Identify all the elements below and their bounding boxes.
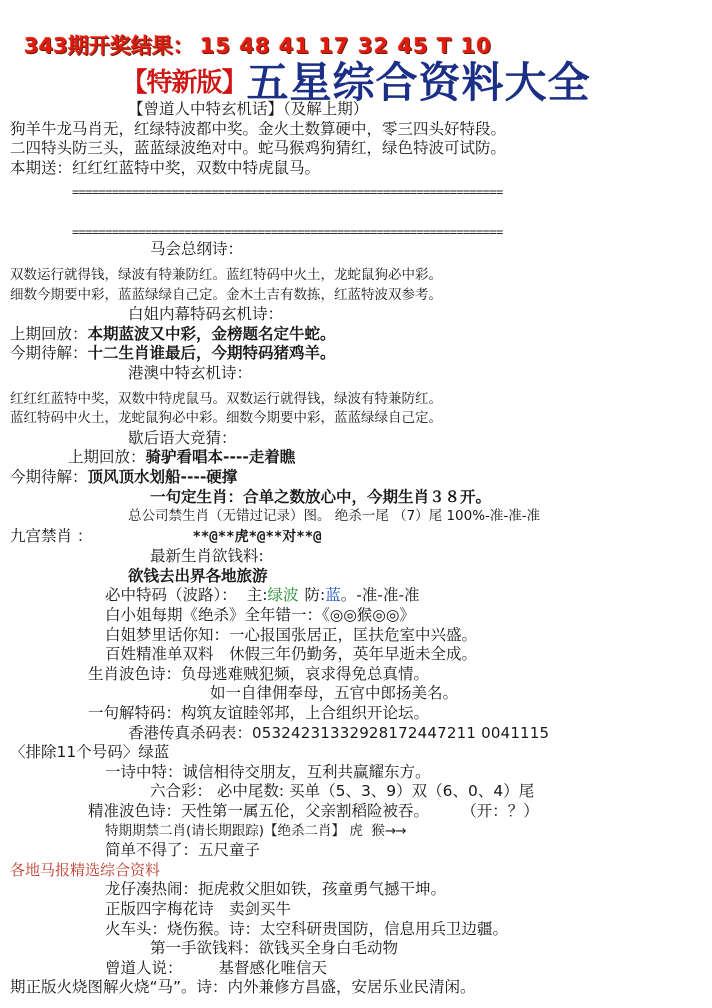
jiugong-pattern: **@**虎*@**对**@ [192, 528, 322, 545]
baijie-pending-text: 十二生肖谁最后，今期特码猪鸡羊。 [87, 344, 336, 363]
jingzhun-bose-text: 精准波色诗：天性第一属五伦，父亲割稻险被吞。 [88, 802, 430, 820]
bozhong-defend-value: 蓝 [325, 586, 341, 605]
zengdaoren-shuo-text: 基督感化唯信天 [218, 958, 328, 977]
bozhong-line [10, 586, 702, 606]
chuanzhen-label: 香港传真杀码表： [128, 723, 253, 742]
meihua-shi: 正版四字梅花诗 卖剑买牛 [105, 899, 292, 918]
baijie-playback-text: 本期蓝波又中彩，金榜题名定牛蛇。 [87, 324, 336, 343]
yiju-jie-tema: 一句解特码：构筑友谊睦邻邦，上合组织开论坛。 [88, 704, 430, 723]
teqi-jinxiao-arrows: →→ [384, 822, 406, 839]
yiju-shengxiao: 一句定生肖：合单之数放心中，今期生肖３８开。 [150, 487, 492, 506]
bozhong-defend-label: 防: [304, 586, 326, 605]
paichu-count: 11 [56, 743, 77, 762]
paichu-suffix: 个号码〉 [76, 743, 139, 762]
chuanzhen-numbers: 05324231332928172447211 0041115 [252, 723, 550, 742]
xiehouyu-heading: 歇后语大竞猜： [128, 428, 237, 447]
zengdaoren-shuo [10, 959, 702, 979]
baijie-playback [10, 325, 702, 345]
bozhong-tail: 。-准-准-准 [340, 586, 420, 605]
xiehouyu-playback-text: 骑驴看唱本----走着瞧 [145, 448, 296, 467]
baijie-pending [10, 344, 702, 364]
divider-rule-second: ================================================================= [72, 225, 503, 240]
xiehouyu-playback [10, 448, 702, 468]
draw-result-label: 343期开奖结果： [24, 34, 194, 58]
shengxiao-bose-shi [10, 665, 702, 685]
teqi-jinxiao [10, 822, 702, 842]
paichu-haoma [10, 743, 702, 763]
yuqianliao-text: 欲钱去出界各地旅游 [128, 566, 268, 585]
diyishou-yuqianliao: 第一手欲钱料：欲钱买全身白毛动物 [150, 939, 399, 958]
huochetou: 火车头：烧伤猴。诗：太空科研贵国防，信息用兵卫边疆。 [105, 919, 509, 938]
xiehouyu-playback-label: 上期回放： [68, 448, 146, 467]
spacer [10, 200, 702, 224]
qizhengban-huoshao: 期正版火烧图解火烧“马”。诗：内外兼修方昌盛，安居乐业民清闲。 [10, 978, 476, 997]
teqi-jinxiao-text: 特期期禁二肖(请长期跟踪)【绝杀二肖】 虎 猴 [105, 822, 385, 839]
gangao-line-2: 蓝红特码中火土，龙蛇鼠狗必中彩。细数今期要中彩，蓝蓝绿绿自己定。 [10, 410, 442, 427]
baixing-danshuang: 百姓精准单双料 休假三年仍勤务，英年早逝未全成。 [105, 645, 478, 664]
chuanzhen-shama [10, 724, 702, 744]
draw-result-banner [24, 30, 492, 60]
xiehouyu-pending [10, 468, 702, 488]
paichu-colors: 绿蓝 [138, 743, 170, 762]
mahui-heading: 马会总纲诗： [150, 240, 244, 259]
mabao-section-heading: 各地马报精选综合资料 [10, 860, 161, 879]
baijie-playback-label: 上期回放： [10, 324, 88, 343]
zengdaoren-line-2: 二四特头防三头，蓝蓝绿波绝对中。蛇马猴鸡狗猜红，绿色特波可试防。 [10, 139, 507, 158]
baijie-heading: 白姐内幕特码玄机诗： [128, 305, 284, 324]
baijie-pending-label: 今期待解： [10, 344, 88, 363]
jingzhun-bose-tail: （开：？） [469, 802, 539, 820]
zonggongsi-jinshengxiao: 总公司禁生肖（无错过记录）图。 绝杀一尾 （7）尾 100%-准-准-准 [128, 508, 541, 525]
mahui-line-2: 细数今期要中彩，蓝蓝绿绿自己定。金木土吉有数拣，红蓝特波双参考。 [10, 286, 442, 303]
bose-shi-line-2: 如一自律佣奉母，五官中郎扬美名。 [210, 684, 459, 703]
yishi-zhongte: 一诗中特：诚信相待交朋友，互利共赢耀东方。 [105, 762, 431, 781]
zengdaoren-line-3: 本期送：红红红蓝特中奖，双数中特虎鼠马。 [10, 158, 321, 177]
baijie-mengli: 白姐梦里话你知：一心报国张居正，匡扶危室中兴盛。 [105, 625, 478, 644]
draw-result-numbers: 15 48 41 17 32 45 T 10 [199, 34, 492, 58]
xiehouyu-pending-label: 今期待解： [10, 467, 88, 486]
divider-rule-top: ================================================================= [72, 185, 503, 200]
masthead [0, 0, 712, 107]
jiugong-label: 九宫禁肖 ： [10, 526, 93, 545]
paichu-prefix: 〈排除 [10, 743, 57, 762]
zengdaoren-shuo-label: 曾道人说： [105, 958, 183, 977]
zengdaoren-heading: 【曾道人中特玄机话】（及解上期） [128, 100, 369, 118]
jiandan-budeliao: 简单不得了：五尺童子 [105, 841, 261, 860]
jingzhun-bose-shi [10, 802, 702, 822]
longzai-renao: 龙仔凑热闹：扼虎救父胆如铁，孩童勇气撼干坤。 [105, 880, 447, 899]
bozhong-main-label: 主: [246, 586, 268, 605]
content-body [0, 100, 712, 998]
edition-badge: 【特新版】 [121, 68, 247, 98]
gangao-heading: 港澳中特玄机诗： [128, 363, 253, 382]
xiehouyu-pending-text: 顶风顶水划船----硬撑 [87, 467, 238, 486]
jiugong-jinxiao [10, 527, 702, 548]
bose-shi-label: 生肖波色诗： [88, 664, 182, 683]
mahui-line-1: 双数运行就得钱，绿波有特兼防红。蓝红特码中火土，龙蛇鼠狗必中彩。 [10, 266, 442, 283]
page-title: 五星综合资料大全 [246, 58, 591, 107]
liuhecai-weishu: 六合彩： 必中尾数: 买单（5、3、9）双（6、0、4）尾 [150, 782, 535, 801]
bozhong-main-value: 绿波 [267, 586, 299, 605]
zengdaoren-line-1: 狗羊牛龙马肖无，红绿特波都中奖。金火土数算硬中，零三四头好特段。 [10, 119, 507, 138]
bose-shi-line-1: 负母逃难贼犯频，哀求得免总真情。 [181, 664, 430, 683]
yuqianliao-heading: 最新生肖欲钱料: [150, 547, 264, 566]
bozhong-label: 必中特码（波路）： [105, 586, 237, 605]
gangao-line-1: 红红红蓝特中奖，双数中特虎鼠马。双数运行就得钱，绿波有特兼防红。 [10, 390, 442, 407]
baixiaojie-juesha: 白小姐每期《绝杀》全年错一：《◎◎猴◎◎》 [105, 606, 415, 625]
